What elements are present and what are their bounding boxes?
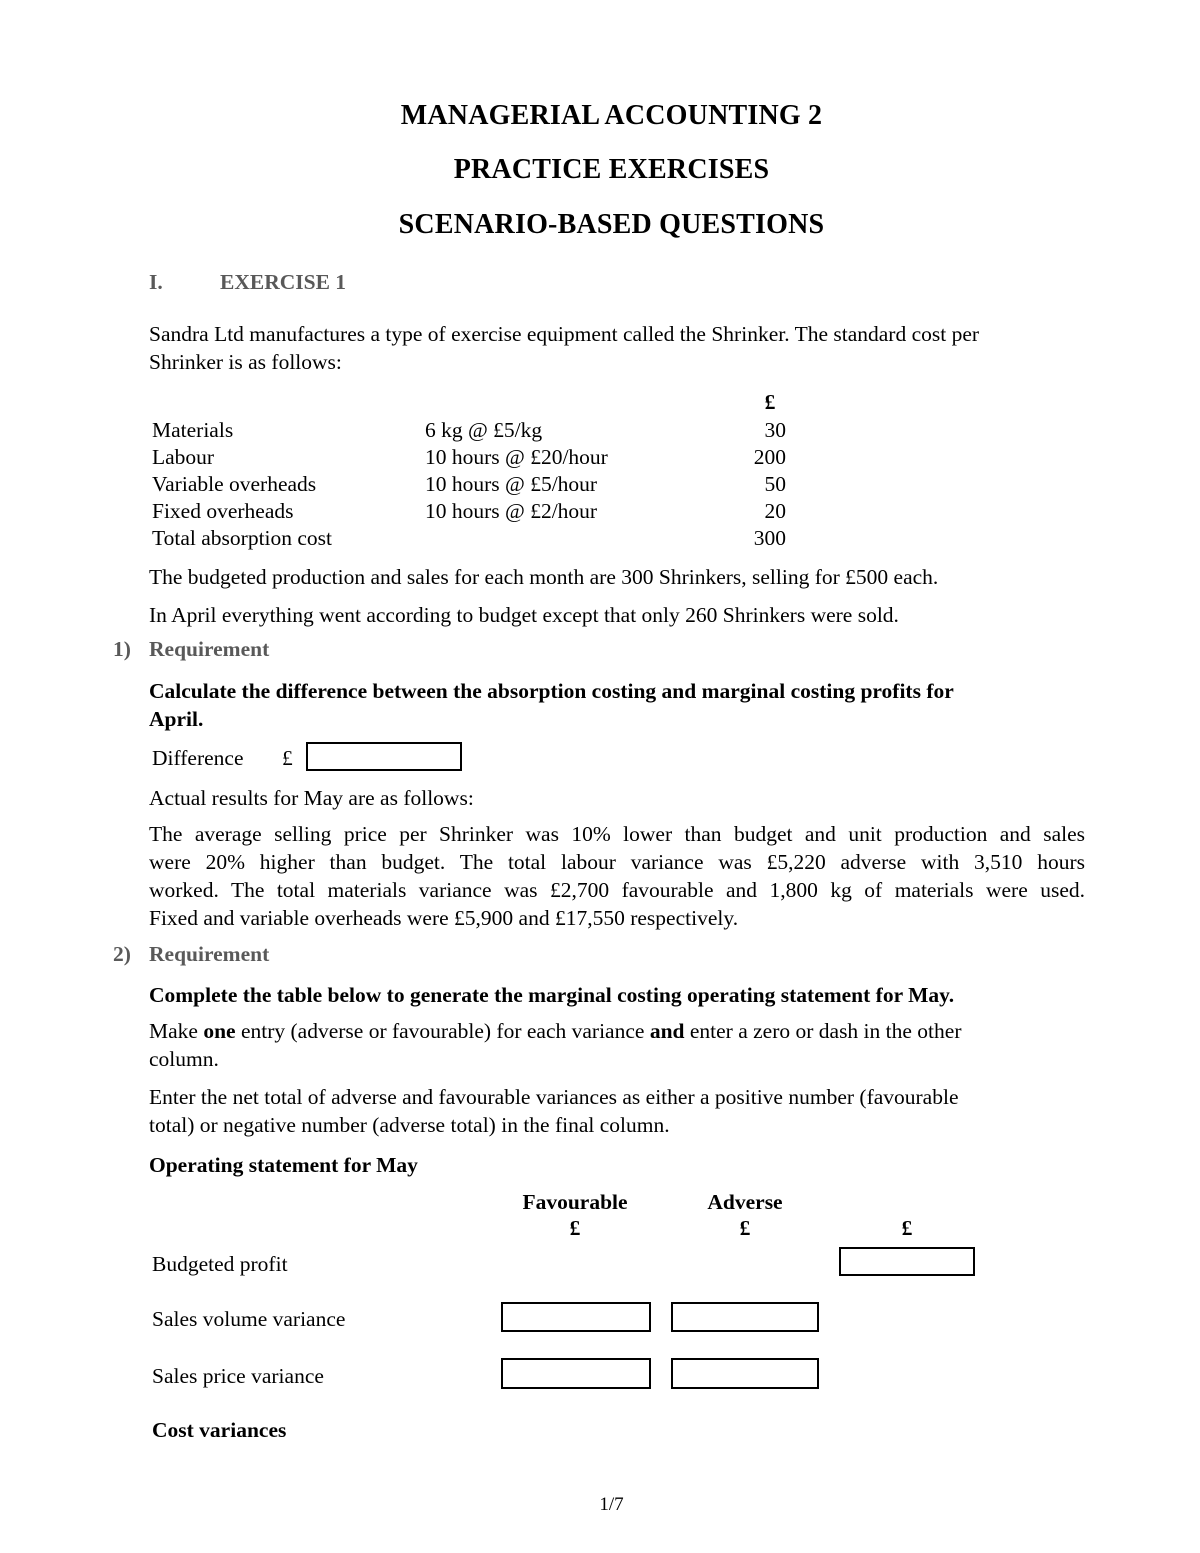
cost-row-amount: 20 [764,499,786,523]
instr-text: entry (adverse or favourable) for each variance [235,1019,650,1043]
difference-currency: £ [282,746,293,770]
cost-row-amount: 200 [753,445,786,469]
col-header-adverse: Adverse [707,1190,783,1214]
req1-question-line-1: Calculate the difference between the absorption costing and marginal costing profits for [149,679,954,703]
col-currency-adverse: £ [739,1216,751,1240]
cost-currency-header: £ [764,390,776,414]
req1-label: Requirement [149,637,270,661]
budget-text: The budgeted production and sales for each month are 300 Shrinkers, selling for £500 each. [149,565,939,589]
cost-row-basis: 10 hours @ £20/hour [425,445,608,469]
cost-row-amount: 30 [764,418,786,442]
doc-title: MANAGERIAL ACCOUNTING 2 [400,100,823,131]
cost-row-label: Labour [152,445,215,469]
cost-row-label: Fixed overheads [152,499,294,523]
req1-question-line-2: April. [149,707,204,731]
sales-price-adverse-input[interactable] [671,1358,819,1389]
row-label-sales-volume: Sales volume variance [152,1307,346,1331]
instr-emphasis-and: and [649,1019,685,1043]
cost-row-amount: 50 [764,472,786,496]
req2-instruction-1 [149,1017,961,1045]
difference-label: Difference [152,746,244,770]
intro-line-2: Shrinker is as follows: [149,350,342,374]
cost-row-basis: 10 hours @ £5/hour [425,472,598,496]
sales-price-favourable-input[interactable] [501,1358,651,1389]
cost-row-label: Total absorption cost [152,526,333,550]
difference-input[interactable] [306,742,462,771]
may-line-4: Fixed and variable overheads were £5,900 and £17,550 respectively. [149,906,739,930]
req1-number: 1) [113,637,131,661]
instr-text: enter a zero or dash in the other [684,1019,962,1043]
cost-row-basis: 6 kg @ £5/kg [425,418,543,442]
cost-variances-heading: Cost variances [152,1418,287,1442]
page-number: 1/7 [599,1494,624,1515]
budgeted-profit-input[interactable] [839,1247,975,1276]
intro-line-1: Sandra Ltd manufactures a type of exercise equipment called the Shrinker. The standard cost per [149,322,980,346]
may-line-2: were 20% higher than budget. The total labour variance was £5,220 adverse with 3,510 hours [149,850,1085,874]
sales-volume-adverse-input[interactable] [671,1302,819,1332]
req2-instruction-2-line-2: total) or negative number (adverse total) in the final column. [149,1113,670,1137]
instr-text: Make [149,1019,204,1043]
row-label-budgeted-profit: Budgeted profit [152,1252,288,1276]
row-label-sales-price: Sales price variance [152,1364,324,1388]
doc-subtitle: PRACTICE EXERCISES [453,154,770,185]
req2-question: Complete the table below to generate the marginal costing operating statement for May. [149,983,955,1007]
req2-number: 2) [113,942,131,966]
cost-row-basis: 10 hours @ £2/hour [425,499,598,523]
exercise-title: EXERCISE 1 [220,270,347,294]
cost-row-amount: 300 [753,526,786,550]
doc-section-title: SCENARIO-BASED QUESTIONS [398,209,825,240]
req2-instruction-2-line-1: Enter the net total of adverse and favourable variances as either a positive number (favourable [149,1085,959,1109]
col-currency-favourable: £ [569,1216,581,1240]
may-line-1: The average selling price per Shrinker was 10% lower than budget and unit production and sales [149,822,1085,846]
exercise-number: I. [149,270,163,294]
cost-row-label: Materials [152,418,234,442]
instr-emphasis-one: one [203,1019,236,1043]
col-currency-total: £ [901,1216,913,1240]
cost-row-label: Variable overheads [152,472,317,496]
may-line-3: worked. The total materials variance was £2,700 favourable and 1,800 kg of materials were used. [149,878,1085,902]
req2-instruction-1-line-2: column. [149,1047,219,1071]
req2-label: Requirement [149,942,270,966]
sales-volume-favourable-input[interactable] [501,1302,651,1332]
april-text: In April everything went according to budget except that only 260 Shrinkers were sold. [149,603,899,627]
col-header-favourable: Favourable [522,1190,628,1214]
statement-title: Operating statement for May [149,1153,418,1177]
may-intro: Actual results for May are as follows: [149,786,474,810]
